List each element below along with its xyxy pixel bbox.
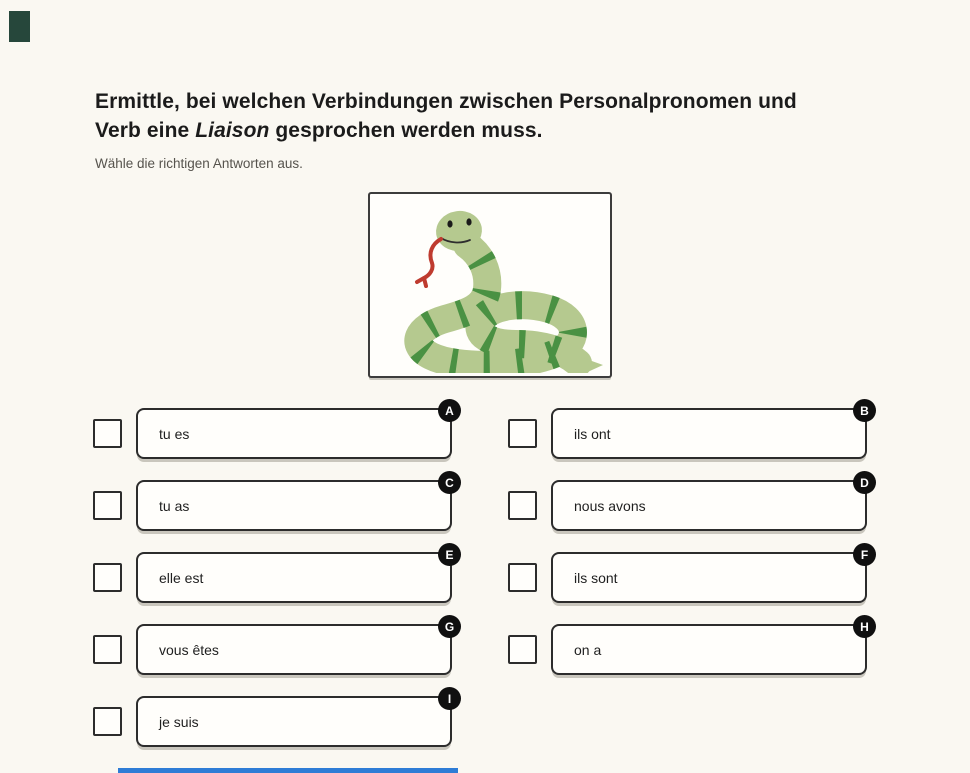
option-row-b (508, 403, 869, 459)
answer-box-c[interactable] (136, 475, 454, 531)
answers-column-right (508, 403, 869, 696)
question-title-line2-post: gesprochen werden muss. (269, 118, 543, 142)
checkbox-h[interactable] (508, 635, 537, 664)
answer-label-c: tu as (159, 497, 190, 514)
question-title-line1: Ermittle, bei welchen Verbindungen zwischen Personalpronomen und (95, 90, 797, 113)
answer-box-h[interactable] (551, 619, 869, 675)
checkbox-e[interactable] (93, 563, 122, 592)
answer-label-f: ils sont (574, 569, 618, 586)
option-badge-h: H (853, 615, 876, 638)
answer-label-d: nous avons (574, 497, 646, 514)
option-row-a (93, 403, 454, 459)
snake-tongue (417, 239, 441, 286)
answers-column-left (93, 403, 455, 768)
checkbox-c[interactable] (93, 491, 122, 520)
option-badge-a: A (438, 399, 461, 422)
option-row-f (508, 547, 869, 603)
answer-box-d[interactable] (551, 475, 869, 531)
answer-label-g: vous êtes (159, 641, 219, 658)
checkbox-a[interactable] (93, 419, 122, 448)
answer-box-a[interactable] (136, 403, 454, 459)
answer-box-g[interactable] (136, 619, 455, 675)
answer-box-f[interactable] (551, 547, 869, 603)
option-badge-f: F (853, 543, 876, 566)
question-title-line2-pre: Verb eine (95, 118, 196, 142)
answer-label-a: tu es (159, 425, 190, 442)
answer-box-i[interactable] (136, 691, 452, 747)
answer-label-b: ils ont (574, 425, 611, 442)
option-badge-g: G (438, 615, 461, 638)
checkbox-f[interactable] (508, 563, 537, 592)
answer-label-e: elle est (159, 569, 204, 586)
answer-box-e[interactable] (136, 547, 454, 603)
checkbox-g[interactable] (93, 635, 122, 664)
option-row-h (508, 619, 869, 675)
snake-eye-right (466, 218, 471, 225)
option-row-d (508, 475, 869, 531)
option-row-i (93, 691, 452, 747)
illustration-frame (368, 192, 612, 378)
answer-label-i: je suis (159, 713, 199, 730)
option-badge-d: D (853, 471, 876, 494)
option-row-e (93, 547, 454, 603)
question-header (95, 88, 895, 171)
checkbox-b[interactable] (508, 419, 537, 448)
checkbox-d[interactable] (508, 491, 537, 520)
option-row-c (93, 475, 454, 531)
question-instruction: Wähle die richtigen Antworten aus. (95, 155, 303, 171)
question-title (95, 88, 895, 146)
option-badge-i: I (438, 687, 461, 710)
option-badge-b: B (853, 399, 876, 422)
corner-marker (9, 11, 30, 42)
option-badge-c: C (438, 471, 461, 494)
snake-eye-left (447, 220, 452, 227)
question-title-italic-term: Liaison (195, 118, 270, 142)
snake-illustration-icon (375, 197, 605, 373)
option-badge-e: E (438, 543, 461, 566)
checkbox-i[interactable] (93, 707, 122, 736)
option-row-g (93, 619, 455, 675)
video-progress-bar[interactable] (118, 768, 458, 773)
answer-label-h: on a (574, 641, 602, 658)
answer-box-b[interactable] (551, 403, 869, 459)
